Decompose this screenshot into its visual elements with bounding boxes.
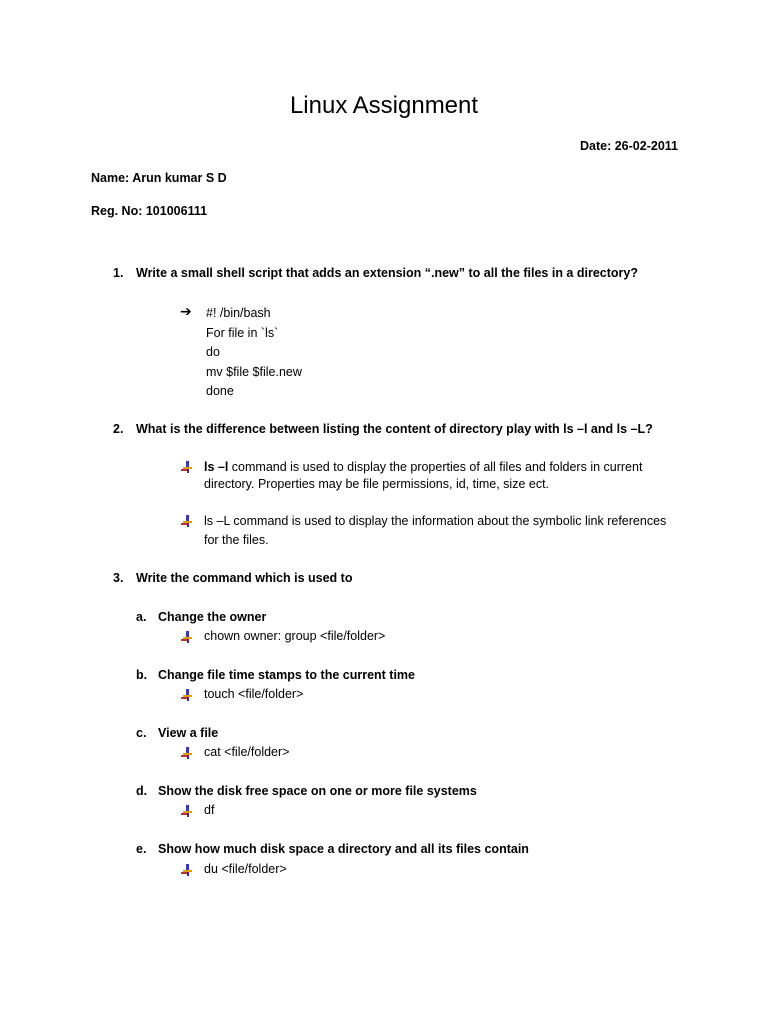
code-line: done <box>206 384 234 398</box>
date-label: Date: 26-02-2011 <box>580 139 678 153</box>
sub-item-answer: touch <file/folder> <box>204 687 304 701</box>
code-line: For file in `ls` <box>206 325 279 340</box>
question-2-number: 2. <box>113 422 124 436</box>
code-line: #! /bin/bash <box>206 306 271 320</box>
sub-item-answer: du <file/folder> <box>204 862 287 876</box>
sub-item-text: Show how much disk space a directory and all its files contain <box>158 842 529 856</box>
question-3-number: 3. <box>113 571 124 585</box>
shell-script-code <box>206 304 302 402</box>
pushpin-bullet-icon <box>181 461 193 473</box>
sub-item-answer: chown owner: group <file/folder> <box>204 629 386 643</box>
code-line: do <box>206 345 220 359</box>
sub-item-text: Change the owner <box>158 610 267 624</box>
code-line: mv $file $file.new <box>206 364 302 379</box>
sub-item-text: View a file <box>158 726 219 740</box>
question-1-number: 1. <box>113 266 124 280</box>
pushpin-bullet-icon <box>181 515 193 527</box>
pushpin-bullet-icon <box>181 864 193 876</box>
answer-ls-l <box>204 459 674 493</box>
question-3-text: Write the command which is used to <box>136 571 353 585</box>
question-2-text: What is the difference between listing the content of directory play with ls –l and ls –L? <box>136 422 653 436</box>
pushpin-bullet-icon <box>181 805 193 817</box>
answer-ls-l-text: command is used to display the properties of all files and folders in current directory. Properties may be file permissions, id, time, size ect. <box>204 460 643 491</box>
page-title: Linux Assignment <box>289 92 479 119</box>
pushpin-bullet-icon <box>181 689 193 701</box>
arrow-bullet-icon: ➔ <box>180 303 192 319</box>
sub-item-letter: c. <box>136 726 147 740</box>
sub-item-letter: e. <box>136 842 147 856</box>
sub-item-text: Show the disk free space on one or more file systems <box>158 784 477 798</box>
sub-item-answer: df <box>204 803 215 817</box>
sub-item-answer: cat <file/folder> <box>204 745 290 759</box>
answer-ls-L: ls –L command is used to display the information about the symbolic link references for the files. <box>204 514 667 547</box>
cmd-ls-l: ls –l <box>204 460 229 474</box>
sub-item-letter: b. <box>136 668 148 682</box>
sub-item-letter: d. <box>136 784 148 798</box>
sub-item-letter: a. <box>136 610 147 624</box>
pushpin-bullet-icon <box>181 631 193 643</box>
reg-number: Reg. No: 101006111 <box>91 204 208 218</box>
pushpin-bullet-icon <box>181 747 193 759</box>
question-1-text: Write a small shell script that adds an extension “.new” to all the files in a directory? <box>136 266 638 280</box>
sub-item-text: Change file time stamps to the current time <box>158 668 415 682</box>
student-name: Name: Arun kumar S D <box>91 171 227 185</box>
